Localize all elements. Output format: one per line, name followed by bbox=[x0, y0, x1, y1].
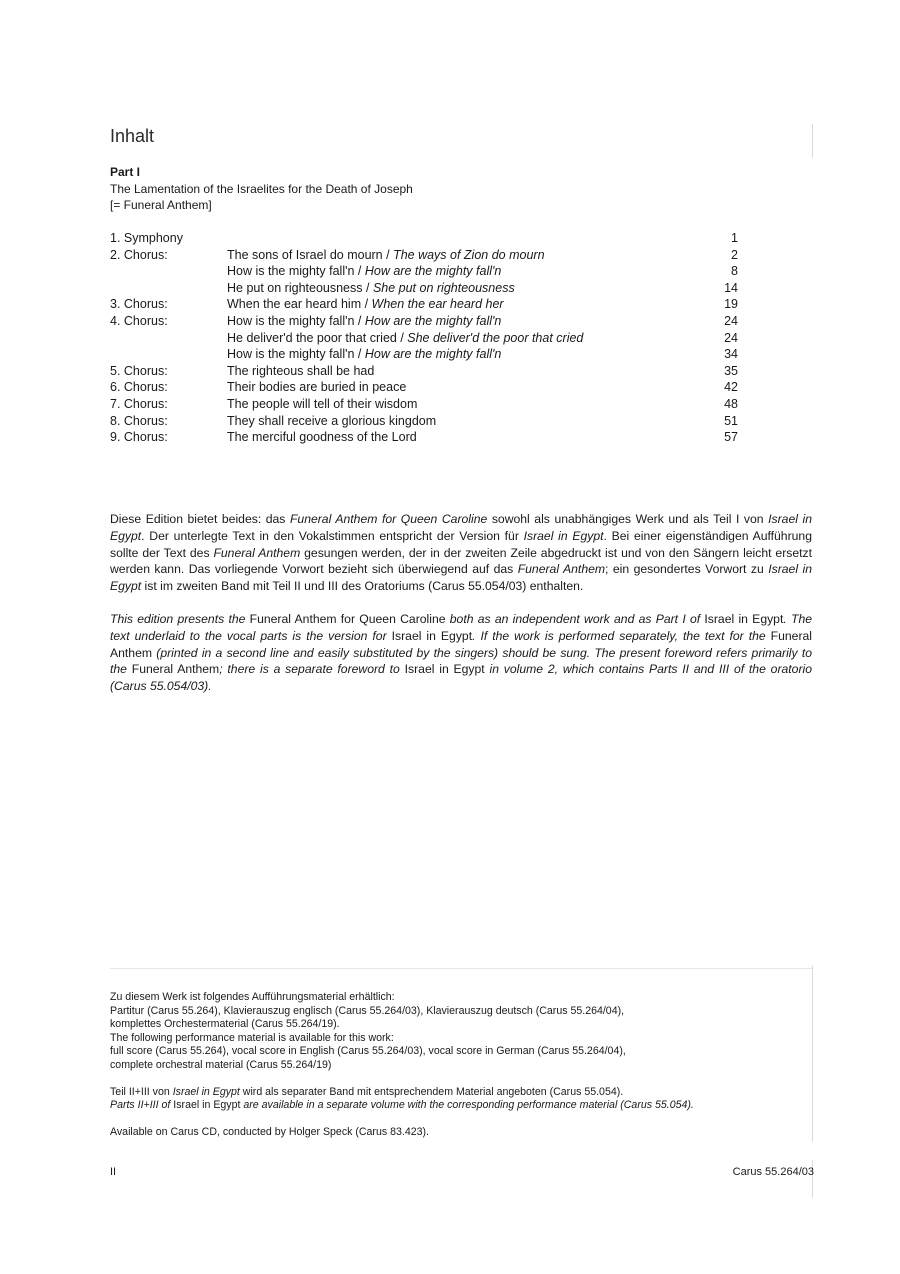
material-line: komplettes Orchestermaterial (Carus 55.264/19). bbox=[110, 1018, 340, 1031]
german-text: gesungen werden, der in der zweiten Zeile abgedruckt ist und von den Sängern leicht ersetzt werden kann. Das vorliegende Vorwort bezieht sich überwiegend auf das bbox=[110, 545, 813, 577]
spacer bbox=[110, 1113, 800, 1126]
english-upright: Israel in Egypt bbox=[704, 612, 784, 626]
margin-rule-top bbox=[812, 124, 813, 158]
material-line bbox=[110, 1086, 800, 1100]
toc-page-number: 1 bbox=[731, 231, 738, 245]
german-italic: Funeral Anthem bbox=[517, 562, 606, 577]
toc-title-alternate: She put on righteousness bbox=[372, 280, 515, 295]
toc-label bbox=[110, 263, 227, 280]
part-note: [= Funeral Anthem] bbox=[110, 198, 212, 212]
toc-title-separator: / bbox=[396, 330, 408, 345]
toc-title-primary: He deliver'd the poor that cried bbox=[227, 330, 397, 345]
german-italic: Funeral Anthem for Queen Caroline bbox=[289, 512, 488, 526]
toc-title bbox=[227, 346, 698, 363]
toc-title-primary: The righteous shall be had bbox=[227, 363, 375, 378]
toc-label bbox=[110, 280, 227, 297]
toc-title-primary: The sons of Israel do mourn bbox=[227, 247, 383, 262]
toc-title-alternate: How are the mighty fall'n bbox=[364, 313, 502, 328]
material-text: wird als separater Band mit entsprechendem Material angeboten (Carus 55.054). bbox=[239, 1085, 624, 1098]
toc-label: 4. Chorus: bbox=[110, 313, 168, 328]
toc-title bbox=[227, 313, 698, 330]
toc-page-number: 2 bbox=[731, 247, 738, 262]
toc-row bbox=[110, 296, 738, 313]
material-text: Parts II+III of bbox=[110, 1099, 174, 1112]
english-text: ; there is a separate foreword to bbox=[219, 662, 405, 677]
toc-title-separator: / bbox=[362, 280, 373, 295]
toc-row bbox=[110, 413, 738, 430]
toc-title-primary: Their bodies are buried in peace bbox=[227, 380, 407, 395]
toc-title-primary: How is the mighty fall'n bbox=[227, 313, 355, 328]
material-line: Partitur (Carus 55.264), Klavierauszug englisch (Carus 55.264/03), Klavierauszug deutsch (Carus 55.264/04), bbox=[110, 1004, 625, 1017]
toc-page-number: 19 bbox=[724, 297, 738, 312]
english-upright: Israel in Egypt bbox=[391, 628, 473, 643]
toc-page-number: 42 bbox=[724, 380, 738, 395]
performance-material bbox=[110, 991, 800, 1139]
toc-title bbox=[227, 429, 698, 446]
toc-title bbox=[227, 280, 698, 297]
toc-title-separator: / bbox=[354, 347, 365, 362]
toc-title bbox=[227, 230, 698, 247]
toc-title bbox=[227, 296, 698, 313]
toc-title-primary: The merciful goodness of the Lord bbox=[227, 430, 417, 445]
table-of-contents bbox=[110, 230, 738, 446]
toc-page-number: 51 bbox=[724, 413, 738, 428]
english-upright: Funeral Anthem bbox=[131, 662, 220, 677]
english-text: in volume 2, which contains Parts II and III of the oratorio (Carus 55.054/03). bbox=[110, 662, 812, 694]
toc-title-separator: / bbox=[382, 247, 394, 262]
german-italic: Israel in Egypt bbox=[110, 562, 812, 594]
toc-title-separator: / bbox=[354, 313, 365, 328]
english-upright: Israel in Egypt bbox=[404, 662, 485, 677]
german-italic: Israel in Egypt bbox=[110, 512, 812, 543]
toc-label: 8. Chorus: bbox=[110, 413, 168, 428]
toc-title-separator: / bbox=[354, 264, 365, 279]
toc-title bbox=[227, 247, 698, 264]
material-text: Teil II+III von bbox=[110, 1085, 173, 1098]
toc-title-primary: When the ear heard him bbox=[227, 297, 362, 312]
material-line: Zu diesem Werk ist folgendes Aufführungsmaterial erhältlich: bbox=[110, 991, 395, 1003]
german-text: sowohl als unabhängiges Werk und als Teil I von bbox=[487, 512, 769, 526]
toc-title bbox=[227, 330, 698, 347]
toc-title bbox=[227, 363, 698, 380]
english-text: . The text underlaid to the vocal parts is the version for bbox=[110, 612, 812, 643]
english-upright: Funeral Anthem bbox=[110, 628, 812, 660]
toc-title bbox=[227, 263, 698, 280]
toc-page-number: 24 bbox=[724, 313, 738, 328]
german-italic: Funeral Anthem bbox=[213, 545, 301, 560]
part-subtitle: The Lamentation of the Israelites for the Death of Joseph bbox=[110, 181, 413, 196]
page-number: II bbox=[110, 1166, 117, 1178]
toc-label: 2. Chorus: bbox=[110, 247, 168, 262]
toc-page-number: 48 bbox=[724, 396, 738, 411]
english-text: This edition presents the bbox=[110, 612, 250, 626]
toc-row bbox=[110, 379, 738, 396]
english-text: both as an independent work and as Part I of bbox=[445, 612, 705, 626]
german-text: ist im zweiten Band mit Teil II und III des Oratoriums (Carus 55.054/03) enthalten. bbox=[141, 579, 584, 594]
toc-label: 7. Chorus: bbox=[110, 396, 168, 411]
material-upright: Israel in Egypt bbox=[173, 1099, 241, 1112]
toc-title-alternate: When the ear heard her bbox=[371, 297, 504, 312]
toc-title-alternate: The ways of Zion do mourn bbox=[393, 247, 545, 262]
margin-rule-bottom bbox=[812, 966, 813, 1142]
english-text: . If the work is performed separately, the text for the bbox=[472, 628, 771, 643]
toc-title bbox=[227, 413, 698, 430]
toc-title-primary: How is the mighty fall'n bbox=[227, 347, 355, 362]
german-text: . Der unterlegte Text in den Vokalstimmen entspricht der Version für bbox=[141, 528, 524, 543]
toc-page-number: 34 bbox=[724, 347, 738, 362]
toc-page-number: 14 bbox=[724, 280, 738, 295]
toc-label: 5. Chorus: bbox=[110, 363, 168, 378]
toc-title-primary: The people will tell of their wisdom bbox=[227, 396, 418, 411]
toc-title-primary: They shall receive a glorious kingdom bbox=[227, 413, 437, 428]
toc-row bbox=[110, 247, 738, 264]
german-text: Diese Edition bietet beides: das bbox=[110, 512, 290, 526]
material-text: are available in a separate volume with the corresponding performance material (Carus 55.054). bbox=[240, 1099, 694, 1112]
toc-label: 6. Chorus: bbox=[110, 380, 168, 395]
toc-page-number: 57 bbox=[724, 430, 738, 445]
toc-title-alternate: How are the mighty fall'n bbox=[364, 264, 502, 279]
toc-title-alternate: How are the mighty fall'n bbox=[364, 347, 502, 362]
material-rule bbox=[110, 968, 812, 969]
material-line: The following performance material is available for this work: bbox=[110, 1031, 394, 1044]
part-heading bbox=[110, 164, 413, 214]
german-italic: Israel in Egypt bbox=[523, 528, 604, 543]
german-text: ; ein gesondertes Vorwort zu bbox=[605, 562, 769, 577]
material-line: Available on Carus CD, conducted by Holger Speck (Carus 83.423). bbox=[110, 1125, 429, 1138]
toc-row bbox=[110, 330, 738, 347]
page-title: Inhalt bbox=[110, 126, 155, 146]
german-paragraph bbox=[110, 511, 812, 595]
toc-row bbox=[110, 346, 738, 363]
toc-row bbox=[110, 363, 738, 380]
toc-row bbox=[110, 396, 738, 413]
toc-title bbox=[227, 379, 698, 396]
toc-title bbox=[227, 396, 698, 413]
toc-label: 1. Symphony bbox=[110, 231, 183, 245]
toc-title-separator: / bbox=[361, 297, 372, 312]
toc-title-primary: How is the mighty fall'n bbox=[227, 264, 355, 279]
toc-row bbox=[110, 280, 738, 297]
material-italic: Israel in Egypt bbox=[172, 1085, 240, 1098]
toc-row bbox=[110, 230, 738, 247]
toc-label: 3. Chorus: bbox=[110, 297, 168, 312]
toc-label: 9. Chorus: bbox=[110, 430, 168, 445]
toc-title-alternate: She deliver'd the poor that cried bbox=[407, 330, 584, 345]
material-line: complete orchestral material (Carus 55.264/19) bbox=[110, 1058, 332, 1071]
toc-row bbox=[110, 313, 738, 330]
spacer bbox=[110, 1073, 800, 1086]
toc-page-number: 8 bbox=[731, 264, 738, 279]
german-text: . Bei einer eigenständigen Aufführung sollte der Text des bbox=[110, 528, 812, 560]
toc-row bbox=[110, 263, 738, 280]
toc-label bbox=[110, 330, 227, 347]
english-text: (printed in a second line and easily substituted by the singers) should be sung. The present foreword refers primarily to the bbox=[110, 645, 812, 677]
material-line: full score (Carus 55.264), vocal score in English (Carus 55.264/03), vocal score in German (Carus 55.264/04), bbox=[110, 1045, 626, 1058]
english-paragraph bbox=[110, 611, 812, 695]
material-line bbox=[110, 1099, 800, 1113]
english-upright: Funeral Anthem for Queen Caroline bbox=[249, 612, 446, 626]
toc-page-number: 24 bbox=[724, 330, 738, 345]
catalog-number: Carus 55.264/03 bbox=[732, 1166, 814, 1178]
toc-title-primary: He put on righteousness bbox=[227, 280, 363, 295]
toc-row bbox=[110, 429, 738, 446]
toc-label bbox=[110, 346, 227, 363]
part-label: Part I bbox=[110, 165, 141, 179]
toc-page-number: 35 bbox=[724, 363, 738, 378]
